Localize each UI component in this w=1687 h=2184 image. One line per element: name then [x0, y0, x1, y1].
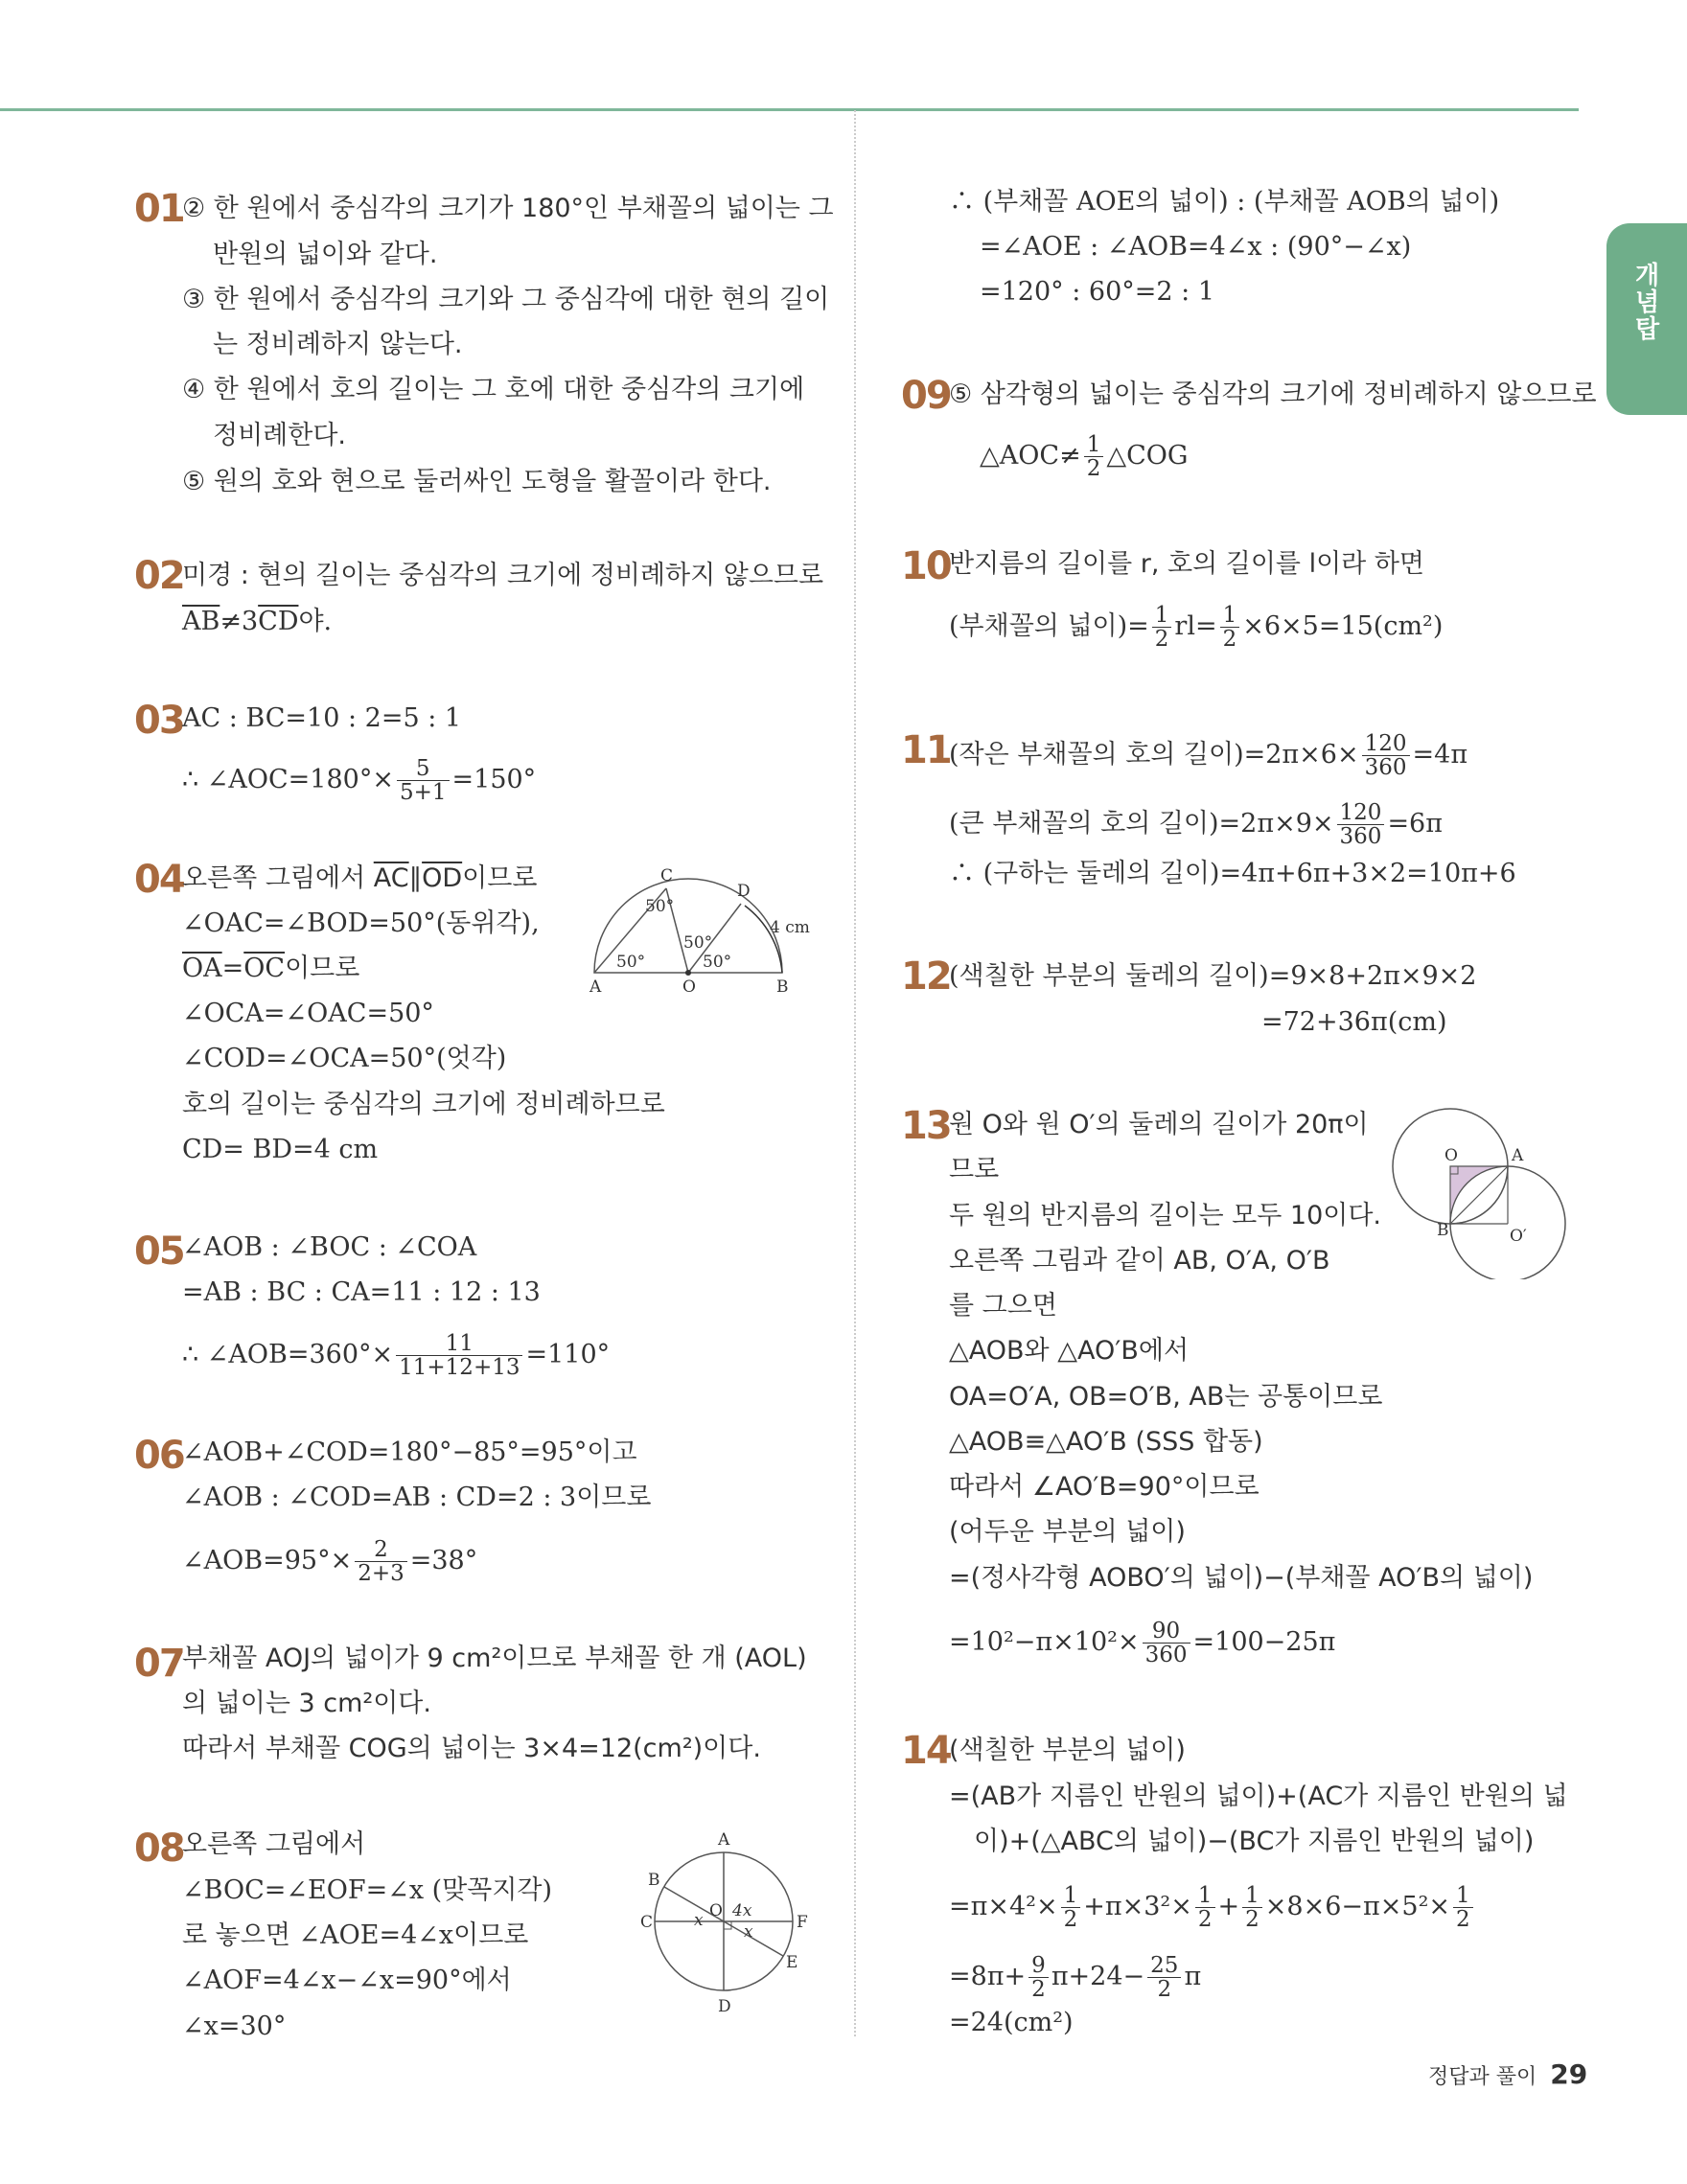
problem-number: 14	[901, 1729, 951, 1773]
label-O-prime: O′	[1510, 1227, 1527, 1246]
angle-label: 4x	[732, 1901, 752, 1920]
label-D: D	[718, 1997, 731, 2016]
label-B: B	[776, 977, 789, 997]
text-line: ∠AOB=95°× $\frac{2}{2+3}$ =38°	[182, 1537, 478, 1586]
problem-number: 10	[901, 544, 951, 588]
text-line: ∠AOB : ∠BOC : ∠COA	[182, 1232, 477, 1262]
page-number: 29	[1550, 2058, 1588, 2090]
text-line: 미경 : 현의 길이는 중심각의 크기에 정비례하지 않으므로	[182, 561, 824, 590]
text-line: 의 넓이는 3 cm²이다.	[182, 1689, 431, 1718]
text-line: 로 놓으면 ∠AOE=4∠x이므로	[182, 1920, 529, 1950]
problem-number: 06	[134, 1434, 184, 1478]
text-line: ∠x=30°	[182, 2012, 287, 2041]
label-D: D	[737, 882, 751, 901]
text-line: 두 원의 반지름의 길이는 모두 10이다.	[949, 1201, 1381, 1230]
two-circles-figure	[1385, 1107, 1582, 1279]
text-line: $\overline{OA}=\overline{OC}$이므로	[182, 954, 360, 983]
text-line: =AB : BC : CA=11 : 12 : 13	[182, 1277, 541, 1307]
text-line: 호의 길이는 중심각의 크기에 정비례하므로	[182, 1090, 665, 1119]
fraction: $\frac{9}{2}$	[1028, 1954, 1049, 2001]
text-line: 를 그으면	[949, 1291, 1057, 1321]
text-line: 오른쪽 그림에서	[182, 1829, 366, 1859]
text-line: ∴ ∠AOB=360°× $\frac{11}{11+12+13}$ =110°	[182, 1331, 611, 1380]
text-line: ∠BOC=∠EOF=∠x (맞꼭지각)	[182, 1875, 553, 1905]
text-line: (색칠한 부분의 둘레의 길이)=9×8+2π×9×2	[949, 961, 1477, 991]
text-line: 오른쪽 그림에서 $\overline{AC}\parallel\overline{OD}$이므로	[182, 863, 538, 893]
label-A: A	[1512, 1146, 1524, 1165]
text-line: (부채꼴의 넓이)= $\frac{1}{2}$ rl= $\frac{1}{2}$ ×6×5=15(cm²)	[949, 603, 1444, 652]
semicircle-figure	[580, 867, 820, 997]
angle-label: x	[694, 1911, 704, 1930]
text-line: ∴ ∠AOC=180°× $\frac{5}{5+1}$ =150°	[182, 756, 537, 805]
text-line: 반지름의 길이를 r, 호의 길이를 l이라 하면	[949, 549, 1424, 579]
text-line: ③ 한 원에서 중심각의 크기와 그 중심각에 대한 현의 길이	[182, 285, 830, 314]
label-E: E	[786, 1953, 798, 1972]
text-line: ∠AOB : ∠COD=AB : CD=2 : 3이므로	[182, 1483, 652, 1512]
text-line: △AOB와 △AO′B에서	[949, 1336, 1190, 1366]
label-B: B	[648, 1871, 660, 1890]
text-line: (큰 부채꼴의 호의 길이)=2π×9× $\frac{120}{360}$ =6π	[949, 800, 1443, 849]
text-line: AC : BC=10 : 2=5 : 1	[182, 703, 462, 733]
problem-number: 04	[134, 858, 184, 902]
fraction: $\frac{90}{360}$	[1143, 1620, 1190, 1667]
text-line: =π×4²× $\frac{1}{2}$ +π×3²× $\frac{1}{2}$ + $\frac{1}{2}$ ×8×6−π×5²× $\frac{1}{2}$	[949, 1884, 1476, 1931]
text-line: ∠OCA=∠OAC=50°	[182, 999, 434, 1028]
label-B: B	[1437, 1221, 1449, 1240]
text-line: OA=O′A, OB=O′B, AB는 공통이므로	[949, 1382, 1383, 1412]
label-O: O	[1444, 1146, 1458, 1165]
label-A: A	[589, 977, 602, 997]
fraction: $\frac{1}{2}$	[1220, 604, 1240, 651]
angle-label: 50°	[645, 897, 675, 916]
problem-number: 01	[134, 187, 184, 231]
fraction: $\frac{25}{2}$	[1147, 1954, 1181, 2001]
text-line: =120° : 60°=2 : 1	[980, 277, 1215, 307]
fraction: $\frac{1}{2}$	[1061, 1884, 1081, 1931]
page-footer	[1428, 2058, 1587, 2090]
text-line: 따라서 부채꼴 COG의 넓이는 3×4=12(cm²)이다.	[182, 1734, 761, 1763]
text-line: ④ 한 원에서 호의 길이는 그 호에 대한 중심각의 크기에	[182, 375, 805, 404]
text-line: 오른쪽 그림과 같이 AB, O′A, O′B	[949, 1246, 1330, 1276]
column-divider	[854, 110, 856, 2036]
text-line: =10²−π×10²× $\frac{90}{360}$ =100−25π	[949, 1619, 1336, 1667]
label-O: O	[709, 1901, 723, 1920]
section-tab-label: 개념탑	[1630, 262, 1659, 342]
label-F: F	[797, 1913, 808, 1932]
text-line: 부채꼴 AOJ의 넓이가 9 cm²이므로 부채꼴 한 개 (AOL)	[182, 1644, 807, 1673]
text-line: △AOB≡△AO′B (SSS 합동)	[949, 1427, 1263, 1457]
header-rule	[0, 108, 1579, 111]
footer-label: 정답과 풀이	[1428, 2065, 1537, 2089]
text-line: 정비례한다.	[213, 421, 346, 450]
text-line: (색칠한 부분의 넓이)	[949, 1736, 1186, 1765]
problem-number: 13	[901, 1104, 951, 1148]
label-C: C	[640, 1913, 654, 1932]
label-A: A	[718, 1830, 730, 1850]
text-line: ⑤ 삼각형의 넓이는 중심각의 크기에 정비례하지 않으므로	[949, 379, 1597, 409]
problem-number: 03	[134, 699, 184, 743]
fraction: $\frac{1}{2}$	[1242, 1884, 1262, 1931]
text-line: =(정사각형 AOBO′의 넓이)−(부채꼴 AO′B의 넓이)	[949, 1563, 1534, 1593]
text-line: CD= BD=4 cm	[182, 1135, 379, 1164]
problem-number: 09	[901, 374, 951, 418]
text-line: ∠OAC=∠BOD=50°(동위각),	[182, 908, 540, 938]
text-line: =∠AOE : ∠AOB=4∠x : (90°−∠x)	[980, 232, 1412, 262]
problem-number: 08	[134, 1827, 184, 1871]
text-line: ∠AOB+∠COD=180°−85°=95°이고	[182, 1437, 637, 1467]
text-line: 므로	[949, 1155, 1000, 1184]
text-line: 이)+(△ABC의 넓이)−(BC가 지름인 반원의 넓이)	[974, 1827, 1535, 1856]
label-C: C	[660, 867, 674, 885]
fraction: $\frac{120}{360}$	[1362, 732, 1410, 779]
angle-label: 50°	[616, 953, 646, 972]
text-line: ∴ (구하는 둘레의 길이)=4π+6π+3×2=10π+6	[949, 859, 1516, 888]
text-line: ∠AOF=4∠x−∠x=90°에서	[182, 1966, 512, 1995]
text-line: ∴ (부채꼴 AOE의 넓이) : (부채꼴 AOB의 넓이)	[949, 187, 1500, 217]
fraction: $\frac{2}{2+3}$	[355, 1538, 407, 1585]
section-tab[interactable]	[1606, 223, 1687, 415]
text-line: (어두운 부분의 넓이)	[949, 1517, 1186, 1547]
fraction: $\frac{1}{2}$	[1152, 604, 1172, 651]
angle-label: x	[744, 1922, 753, 1942]
text-line: ② 한 원에서 중심각의 크기가 180°인 부채꼴의 넓이는 그	[182, 194, 834, 223]
fraction: $\frac{120}{360}$	[1337, 801, 1385, 848]
text-line: 원 O와 원 O′의 둘레의 길이가 20π이	[949, 1110, 1369, 1139]
problem-number: 12	[901, 954, 951, 999]
text-line: 는 정비례하지 않는다.	[213, 330, 463, 359]
circle-figure	[640, 1826, 818, 2017]
text-line: =24(cm²)	[949, 2008, 1074, 2037]
text-line: ∠COD=∠OCA=50°(엇각)	[182, 1044, 507, 1073]
text-line: =(AB가 지름인 반원의 넓이)+(AC가 지름인 반원의 넓	[949, 1782, 1568, 1811]
problem-number: 07	[134, 1642, 184, 1686]
length-label: 4 cm	[770, 918, 810, 937]
fraction: $\frac{11}{11+12+13}$	[396, 1332, 522, 1379]
angle-label: 50°	[683, 933, 713, 953]
fraction: $\frac{1}{2}$	[1453, 1884, 1473, 1931]
text-line: ⑤ 원의 호와 현으로 둘러싸인 도형을 활꼴이라 한다.	[182, 467, 772, 496]
problem-number: 05	[134, 1230, 184, 1274]
fraction: $\frac{1}{2}$	[1195, 1884, 1215, 1931]
text-line: $\overline{AB}\ne 3\overline{CD}$야.	[182, 607, 333, 636]
text-line: 반원의 넓이와 같다.	[213, 240, 438, 269]
text-line: 따라서 ∠AO′B=90°이므로	[949, 1472, 1259, 1502]
problem-number: 11	[901, 728, 951, 772]
text-line: △AOC≠ $\frac{1}{2}$ △COG	[980, 432, 1189, 481]
text-line: (작은 부채꼴의 호의 길이)=2π×6× $\frac{120}{360}$ =4π	[949, 731, 1468, 780]
fraction: $\frac{1}{2}$	[1084, 433, 1104, 480]
angle-label: 50°	[703, 953, 732, 972]
text-line: =8π+ $\frac{9}{2}$ π+24− $\frac{25}{2}$ π	[949, 1953, 1202, 2002]
label-O: O	[682, 977, 696, 997]
problem-number: 02	[134, 554, 184, 598]
fraction: $\frac{5}{5+1}$	[397, 757, 450, 804]
text-line: =72+36π(cm)	[1261, 1007, 1447, 1037]
